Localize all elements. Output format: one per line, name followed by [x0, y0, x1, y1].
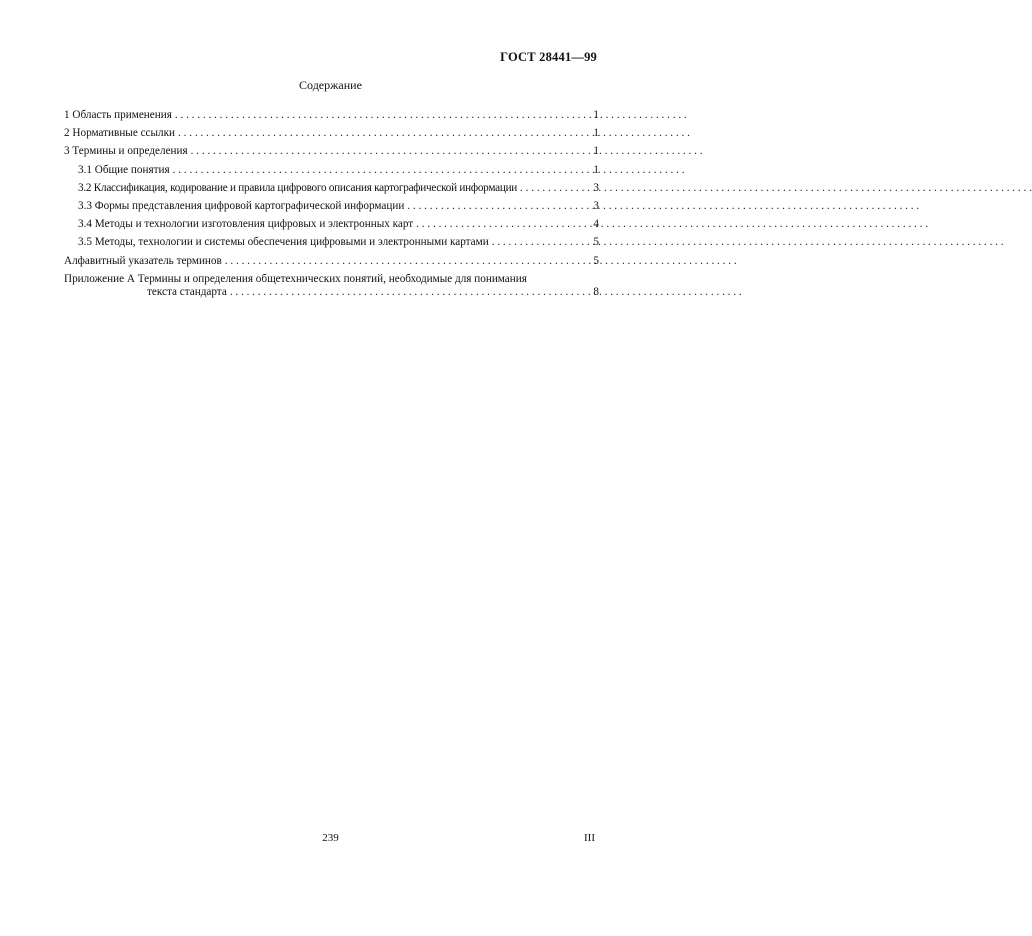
- table-of-contents: [64, 109, 599, 304]
- roman-page-number: III: [584, 832, 595, 844]
- toc-entry-page: 1: [593, 145, 599, 158]
- toc-entry-3-2[interactable]: [64, 182, 599, 195]
- appendix-title-line1: Приложение А Термины и определения общетехнических понятий, необходимые для понимания: [64, 272, 527, 285]
- toc-entry-3-1[interactable]: [64, 164, 599, 177]
- toc-entry-page: 1: [593, 109, 599, 121]
- toc-entry-title: 3.1 Общие понятия: [78, 163, 170, 176]
- toc-entry-3-3[interactable]: [64, 200, 599, 213]
- toc-entry-title: 3.4 Методы и технологии изготовления цифровых и электронных карт: [78, 218, 414, 231]
- leader-dots: [225, 255, 585, 268]
- leader-dots: [191, 145, 585, 158]
- toc-entry-page: 5: [593, 236, 599, 249]
- toc-entry-page: 1: [593, 127, 599, 140]
- leader-dots: [492, 236, 585, 249]
- toc-entry-3-4[interactable]: [64, 218, 599, 231]
- page-number: 239: [322, 832, 339, 844]
- toc-entry-title: 3.2 Классификация, кодирование и правила цифрового описания картографической информации: [78, 181, 518, 194]
- toc-entry-page: 3: [593, 199, 599, 212]
- leader-dots: [178, 127, 585, 140]
- toc-entry-index[interactable]: [64, 255, 599, 268]
- toc-entry-page: 4: [593, 218, 599, 231]
- toc-entry-page: 5: [593, 254, 599, 267]
- leader-dots: [520, 182, 585, 195]
- toc-entry-scope[interactable]: [64, 109, 599, 122]
- leader-dots: [175, 109, 585, 122]
- toc-entry-references[interactable]: [64, 127, 599, 140]
- toc-entry-3-5[interactable]: [64, 236, 599, 249]
- toc-heading: Содержание: [299, 78, 362, 92]
- toc-entry-title: Алфавитный указатель терминов: [64, 254, 222, 267]
- toc-entry-page: 1: [593, 163, 599, 176]
- leader-dots: [230, 286, 585, 299]
- leader-dots: [407, 200, 585, 213]
- leader-dots: [416, 218, 585, 231]
- document-code: ГОСТ 28441—99: [500, 50, 597, 64]
- toc-entry-appendix-a[interactable]: [64, 273, 599, 299]
- toc-entry-page: 3: [593, 181, 599, 194]
- toc-entry-title: 3.5 Методы, технологии и системы обеспечения цифровыми и электронными картами: [78, 236, 489, 249]
- toc-entry-terms[interactable]: [64, 145, 599, 158]
- leader-dots: [173, 164, 585, 177]
- toc-entry-page: 8: [593, 285, 599, 298]
- toc-entry-title: 1 Область применения: [64, 109, 172, 121]
- appendix-title-line2: текста стандарта: [147, 285, 227, 298]
- toc-entry-title: 3.3 Формы представления цифровой картографической информации: [78, 199, 405, 212]
- toc-entry-title: 3 Термины и определения: [64, 145, 188, 158]
- toc-entry-title: 2 Нормативные ссылки: [64, 127, 176, 140]
